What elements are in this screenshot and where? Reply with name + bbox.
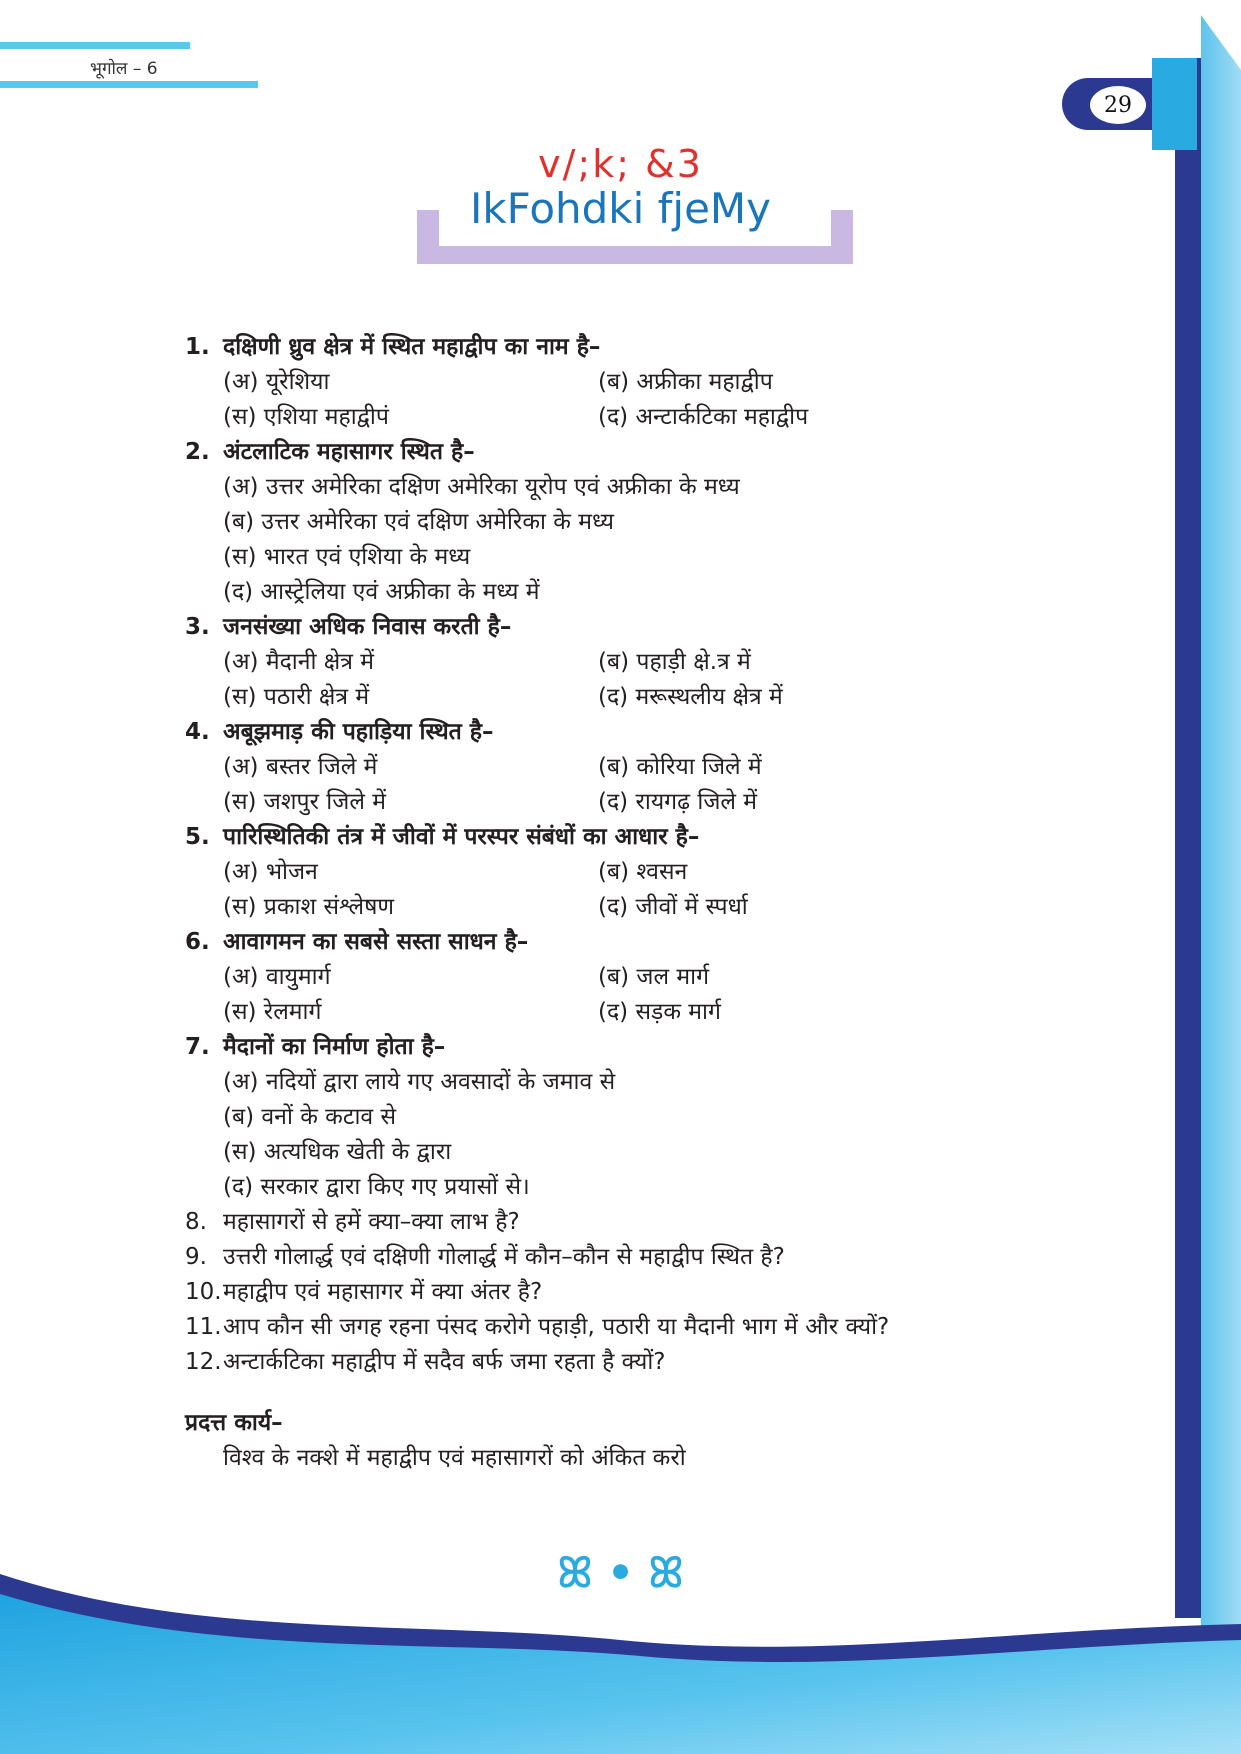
question-text: महाद्वीप एवं महासागर में क्या अंतर है? [223, 1279, 543, 1305]
question-heading [185, 1345, 1105, 1380]
header-band-top [0, 42, 190, 49]
right-margin-dark-strip [1175, 58, 1201, 1618]
page-tab-fold [1152, 58, 1197, 150]
question-heading [185, 1275, 1105, 1310]
chapter-number: v/;k; &3 [538, 142, 703, 186]
question-text: दक्षिणी ध्रुव क्षेत्र में स्थित महाद्वीप का नाम है– [223, 334, 601, 360]
chapter-title: IkFohdki fjeMy [469, 184, 772, 233]
assignment-title: प्रदत्त कार्य– [185, 1410, 283, 1436]
option-row [223, 995, 1105, 1030]
option-row [223, 750, 1105, 785]
option-row [223, 680, 1105, 715]
option-item: (स) एशिया महाद्वीपं [223, 404, 389, 430]
option-row [223, 785, 1105, 820]
question-options [185, 645, 1105, 715]
option-item: (अ) उत्तर अमेरिका दक्षिण अमेरिका यूरोप एवं अफ्रीका के मध्य [223, 474, 740, 500]
option-item: (स) रेलमार्ग [223, 999, 322, 1025]
question-options [185, 750, 1105, 820]
option-item: (द) जीवों में स्पर्धा [598, 894, 748, 920]
question-text: आवागमन का सबसे सस्ता साधन है– [223, 929, 529, 955]
question-number: 10. [185, 1279, 222, 1305]
question-options [185, 1065, 1105, 1205]
footer-ornament: ꕤ • ꕤ [557, 1548, 684, 1597]
option-item: (द) अन्टार्कटिका महाद्वीप [598, 404, 809, 430]
question-text: अबूझमाड़ की पहाड़िया स्थित है– [223, 719, 494, 745]
footer-wave [0, 1560, 1241, 1754]
question-heading [185, 715, 1105, 750]
option-item: (स) पठारी क्षेत्र में [223, 684, 370, 710]
question-number: 1. [185, 334, 210, 360]
option-item: (अ) यूरेशिया [223, 369, 330, 395]
question-number: 8. [185, 1209, 207, 1235]
question-heading [185, 1205, 1105, 1240]
option-item: (अ) मैदानी क्षेत्र में [223, 649, 375, 675]
question-item [185, 1240, 1105, 1275]
right-margin-light-strip [1201, 0, 1241, 1640]
option-item: (अ) बस्तर जिले में [223, 754, 378, 780]
question-number: 5. [185, 824, 210, 850]
question-text: मैदानों का निर्माण होता है– [223, 1034, 446, 1060]
question-text: पारिस्थितिकी तंत्र में जीवों में परस्पर संबंधों का आधार है– [223, 824, 700, 850]
assignment-text: विश्व के नक्शे में महाद्वीप एवं महासागरों को अंकित करो [223, 1445, 686, 1471]
question-item [185, 1275, 1105, 1310]
question-number: 4. [185, 719, 210, 745]
option-row [223, 855, 1105, 890]
question-heading [185, 1030, 1105, 1065]
question-heading [185, 330, 1105, 365]
option-item: (स) प्रकाश संश्लेषण [223, 894, 395, 920]
option-item: (ब) कोरिया जिले में [598, 754, 762, 780]
option-item: (द) सरकार द्वारा किए गए प्रयासों से। [223, 1174, 530, 1200]
question-heading [185, 1240, 1105, 1275]
running-head: भूगोल – 6 [90, 59, 158, 79]
question-heading [185, 1310, 1105, 1345]
question-heading [185, 435, 1105, 470]
option-item: (द) आस्ट्रेलिया एवं अफ्रीका के मध्य में [223, 579, 540, 605]
question-text: उत्तरी गोलार्द्ध एवं दक्षिणी गोलार्द्ध में कौन–कौन से महाद्वीप स्थित है? [223, 1244, 785, 1270]
question-number: 3. [185, 614, 210, 640]
question-heading [185, 610, 1105, 645]
option-item: (ब) अफ्रीका महाद्वीप [598, 369, 773, 395]
option-row [223, 645, 1105, 680]
option-item: (ब) पहाड़ी क्षे.त्र में [598, 649, 751, 675]
question-item [185, 715, 1105, 820]
option-item: (द) मरूस्थलीय क्षेत्र में [598, 684, 783, 710]
option-item: (स) जशपुर जिले में [223, 789, 386, 815]
header-band-bottom [0, 81, 258, 88]
question-item [185, 1030, 1105, 1205]
question-text: जनसंख्या अधिक निवास करती है– [223, 614, 512, 640]
option-item: (ब) श्वसन [598, 859, 688, 885]
question-item [185, 1345, 1105, 1380]
question-text: आप कौन सी जगह रहना पंसद करोगे पहाड़ी, पठारी या मैदानी भाग में और क्यों? [223, 1314, 890, 1340]
question-number: 2. [185, 439, 210, 465]
option-item: (ब) वनों के कटाव से [223, 1104, 397, 1130]
option-item: (अ) भोजन [223, 859, 318, 885]
option-item: (अ) नदियों द्वारा लाये गए अवसादों के जमाव से [223, 1069, 616, 1095]
question-number: 6. [185, 929, 210, 955]
option-row [223, 960, 1105, 995]
option-item: (ब) जल मार्ग [598, 964, 710, 990]
option-item: (ब) उत्तर अमेरिका एवं दक्षिण अमेरिका के मध्य [223, 509, 614, 535]
page-number: 29 [1090, 86, 1146, 124]
question-options [185, 855, 1105, 925]
option-item: (स) भारत एवं एशिया के मध्य [223, 544, 471, 570]
question-item [185, 925, 1105, 1030]
question-text: अंटलाटिक महासागर स्थित है– [223, 439, 475, 465]
question-item [185, 1310, 1105, 1345]
question-item [185, 820, 1105, 925]
question-options [185, 960, 1105, 1030]
option-item: (द) रायगढ़ जिले में [598, 789, 758, 815]
option-item: (अ) वायुमार्ग [223, 964, 331, 990]
option-item: (द) सड़क मार्ग [598, 999, 721, 1025]
question-item [185, 330, 1105, 435]
question-number: 12. [185, 1349, 222, 1375]
question-text: अन्टार्कटिका महाद्वीप में सदैव बर्फ जमा रहता है क्यों? [223, 1349, 666, 1375]
question-number: 11. [185, 1314, 222, 1340]
question-number: 9. [185, 1244, 207, 1270]
option-row [223, 890, 1105, 925]
option-row [223, 400, 1105, 435]
question-options [185, 365, 1105, 435]
question-heading [185, 925, 1105, 960]
question-item [185, 1205, 1105, 1240]
question-number: 7. [185, 1034, 210, 1060]
right-corner-cut [1190, 0, 1241, 70]
question-list [185, 330, 1105, 1476]
option-row [223, 365, 1105, 400]
question-item [185, 610, 1105, 715]
option-item: (स) अत्यधिक खेती के द्वारा [223, 1139, 452, 1165]
question-heading [185, 820, 1105, 855]
question-options [185, 470, 1105, 610]
question-text: महासागरों से हमें क्या–क्या लाभ है? [223, 1209, 520, 1235]
question-item [185, 435, 1105, 610]
